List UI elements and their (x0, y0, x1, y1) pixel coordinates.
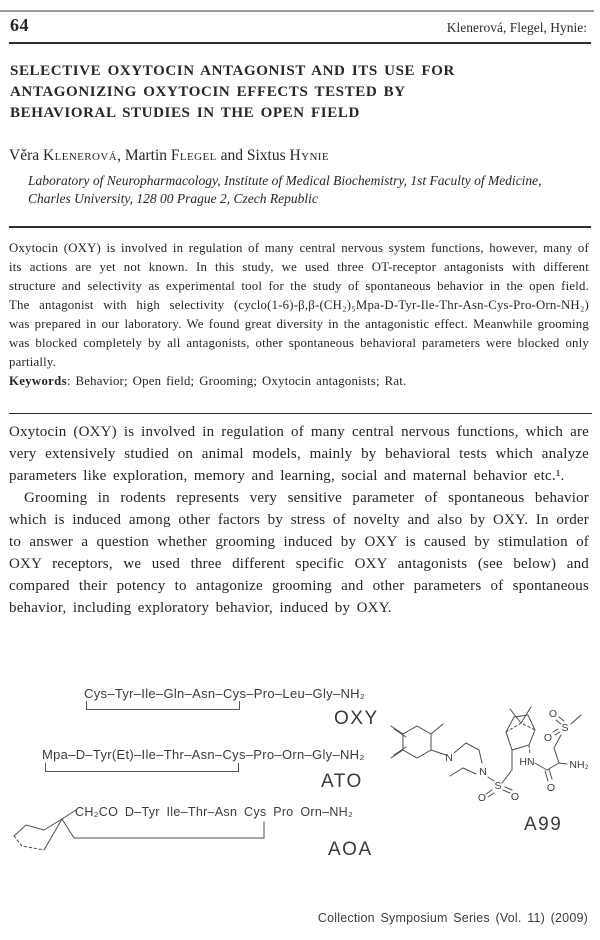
atom-label-o5: O (543, 732, 553, 744)
atom-label-o3: O (546, 782, 556, 794)
author-given: Sixtus (246, 147, 290, 164)
atom-label-s2: S (561, 722, 569, 734)
aoa-sequence: CH₂CO D–Tyr Ile–Thr–Asn Cys Pro Orn–NH₂ (75, 805, 354, 819)
author-given: Martin (124, 147, 171, 164)
footer-text: Collection Symposium Series (Vol. 11) (2009) (317, 911, 588, 925)
oxy-sequence: Cys–Tyr–Ile–Gln–Asn–Cys–Pro–Leu–Gly–NH₂ (84, 686, 366, 701)
body-paragraph-2: Grooming in rodents represents very sensitive parameter of spontaneous behavior which is induced among other factors by stress of novelty and also by OXY. In order to answer a question whether grooming induced by OXY is caused by stimulation of OXY receptors, we used three different specific OXY antagonists (see below) and compared their potency to antagonize grooming and other parameters of spontaneous behavior, including exploratory behavior, induced by OXY. (9, 490, 589, 616)
keywords-list: : Behavior; Open field; Grooming; Oxytocin antagonists; Rat. (66, 374, 407, 388)
atom-label-o1: O (477, 792, 487, 804)
a99-structure-drawing (390, 693, 598, 833)
scan-edge-line (0, 10, 594, 12)
keywords-line (9, 372, 589, 391)
abstract-text: Oxytocin (OXY) is involved in regulation of many central nervous system functions, however, many of its actions are yet not known. In this study, we used three OT-receptor antagonists with different structure and selectivity as experimental tool for the study of spontaneous behavior in the open field. The antagonist with high selectivity (cyclo(1-6)-β,β-(CH₂)₅Mpa-D-Tyr-Ile-Thr-Asn-Cys-Pro-Orn-NH₂) was prepared in our laboratory. We found great diversity in the antagonistic effect. Meanwhile grooming was blocked completely by all antagonists, other spontaneous behavioral parameters were blocked only partially. (9, 241, 589, 369)
author-surname: Hynie (289, 147, 329, 164)
atom-label-o2: O (510, 791, 520, 803)
abstract-top-rule (9, 226, 591, 228)
abstract-bottom-rule (9, 413, 592, 414)
authors-line (9, 147, 329, 165)
aoa-label: AOA (328, 839, 373, 860)
ato-disulfide-bracket (45, 763, 239, 772)
body-text (9, 421, 589, 619)
running-head: Klenerová, Flegel, Hynie: (446, 20, 587, 35)
atom-label-nh2: NH₂ (569, 759, 589, 771)
page-number: 64 (10, 15, 29, 35)
ato-label: ATO (321, 771, 363, 792)
a99-label: A99 (524, 814, 563, 835)
header-rule (9, 42, 591, 44)
atom-label-o4: O (548, 708, 558, 720)
atom-label-n2: N (479, 766, 487, 778)
atom-label-hn: HN (519, 756, 535, 768)
article-title: SELECTIVE OXYTOCIN ANTAGONIST AND ITS USE FOR ANTAGONIZING OXYTOCIN EFFECTS TESTED BY BEHAVIORAL STUDIES IN THE OPEN FIELD (10, 63, 455, 121)
atom-label-n1: N (445, 752, 453, 764)
oxy-disulfide-bracket (86, 701, 240, 710)
author-separator: and (216, 147, 247, 164)
author-separator: , (117, 147, 125, 164)
oxy-label: OXY (334, 708, 379, 729)
author-surname: Flegel (170, 147, 217, 164)
keywords-label: Keywords (9, 374, 67, 388)
body-paragraph-1: Oxytocin (OXY) is involved in regulation of many central nervous functions, which are very extensively studied on animal models, mainly by behavioral tests which analyze parameters like exploration, memory and learning, social and maternal behavior etc.¹. (9, 424, 589, 484)
author-given: Věra (9, 147, 43, 164)
ato-sequence: Mpa–D–Tyr(Et)–Ile–Thr–Asn–Cys–Pro–Orn–Gly–NH₂ (42, 747, 365, 762)
author-surname: Klenerová (43, 147, 118, 164)
abstract-block (9, 239, 589, 391)
atom-label-s1: S (494, 780, 502, 792)
affiliation: Laboratory of Neuropharmacology, Institute of Medical Biochemistry, 1st Faculty of Medicine, Charles University, 128 00 Prague 2, Czech Republic (28, 173, 542, 206)
